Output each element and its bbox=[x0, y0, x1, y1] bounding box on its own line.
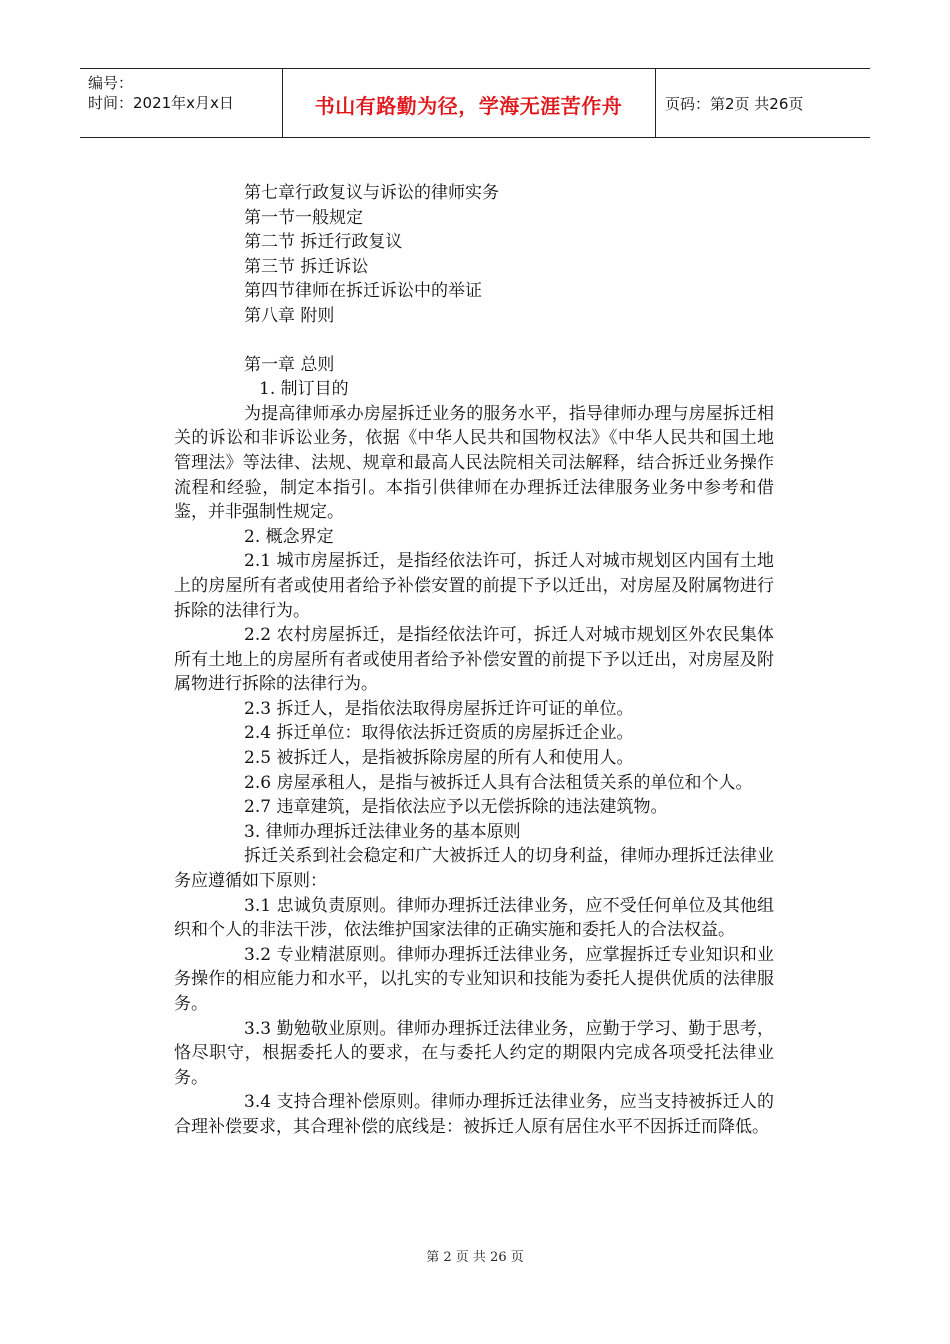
paragraph: 拆迁关系到社会稳定和广大被拆迁人的切身利益，律师办理拆迁法律业务应遵循如下原则： bbox=[174, 846, 774, 892]
paragraph: 2.4 拆迁单位：取得依法拆迁资质的房屋拆迁企业。 bbox=[244, 723, 634, 744]
chapter-heading: 第一章 总则 bbox=[244, 354, 335, 375]
number-label: 编号： bbox=[88, 74, 134, 92]
page-footer: 第 2 页 共 26 页 bbox=[426, 1250, 524, 1265]
paragraph: 2.6 房屋承租人，是指与被拆迁人具有合法租赁关系的单位和个人。 bbox=[244, 772, 753, 793]
paragraph: 3.4 支持合理补偿原则。律师办理拆迁法律业务，应当支持被拆迁人的合理补偿要求，其合理补偿的底线是：被拆迁人原有居住水平不因拆迁而降低。 bbox=[174, 1092, 774, 1137]
header-left-cell bbox=[80, 69, 283, 137]
toc-item: 第三节 拆迁诉讼 bbox=[244, 256, 369, 277]
paragraph: 2.1 城市房屋拆迁，是指经依法许可，拆迁人对城市规划区内国有土地上的房屋所有者或使用者给予补偿安置的前提下予以迁出，对房屋及附属物进行拆除的法律行为。 bbox=[174, 551, 774, 621]
paragraph: 3.2 专业精湛原则。律师办理拆迁法律业务，应掌握拆迁专业知识和业务操作的相应能力和水平，以扎实的专业知识和技能为委托人提供优质的法律服务。 bbox=[174, 944, 774, 1014]
toc-item: 第一节一般规定 bbox=[244, 207, 363, 228]
section-heading: 1. 制订目的 bbox=[259, 379, 349, 400]
paragraph: 2.2 农村房屋拆迁，是指经依法许可，拆迁人对城市规划区外农民集体所有土地上的房屋所有者或使用者给予补偿安置的前提下予以迁出，对房屋及附属物进行拆除的法律行为。 bbox=[174, 625, 774, 695]
paragraph: 2.5 被拆迁人，是指被拆除房屋的所有人和使用人。 bbox=[244, 748, 634, 769]
paragraph: 3.1 忠诚负责原则。律师办理拆迁法律业务，应不受任何单位及其他组织和个人的非法干涉，依法维护国家法律的正确实施和委托人的合法权益。 bbox=[174, 895, 774, 941]
toc-item: 第二节 拆迁行政复议 bbox=[244, 232, 403, 253]
paragraph: 2.3 拆迁人，是指依法取得房屋拆迁许可证的单位。 bbox=[244, 698, 634, 719]
toc-item: 第八章 附则 bbox=[244, 305, 335, 326]
section-heading: 3. 律师办理拆迁法律业务的基本原则 bbox=[244, 821, 521, 842]
paragraph: 3.3 勤勉敬业原则。律师办理拆迁法律业务，应勤于学习、勤于思考，恪尽职守，根据委托人的要求，在与委托人约定的期限内完成各项受托法律业务。 bbox=[174, 1018, 774, 1088]
header-table bbox=[80, 68, 870, 138]
toc-item: 第四节律师在拆迁诉讼中的举证 bbox=[244, 281, 482, 302]
time-label: 时间：2021年x月x日 bbox=[88, 94, 234, 112]
motto: 书山有路勤为径，学海无涯苦作舟 bbox=[314, 94, 623, 118]
header-right-cell bbox=[655, 69, 870, 137]
paragraph: 为提高律师承办房屋拆迁业务的服务水平，指导律师办理与房屋拆迁相关的诉讼和非诉讼业务，依据《中华人民共和国物权法》《中华人民共和国土地管理法》等法律、法规、规章和最高人民法院相关司法解释，结合拆迁业务操作流程和经验，制定本指引。本指引供律师在办理拆迁法律服务业务中参考和借鉴，并非强制性规定。 bbox=[174, 403, 774, 523]
paragraph: 2.7 违章建筑，是指依法应予以无偿拆除的违法建筑物。 bbox=[244, 797, 668, 818]
header-center-cell bbox=[282, 69, 656, 137]
page-label: 页码：第2页 共26页 bbox=[665, 95, 804, 113]
toc-item: 第七章行政复议与诉讼的律师实务 bbox=[244, 183, 499, 203]
section-heading: 2. 概念界定 bbox=[244, 526, 334, 547]
document-body bbox=[174, 181, 774, 1140]
